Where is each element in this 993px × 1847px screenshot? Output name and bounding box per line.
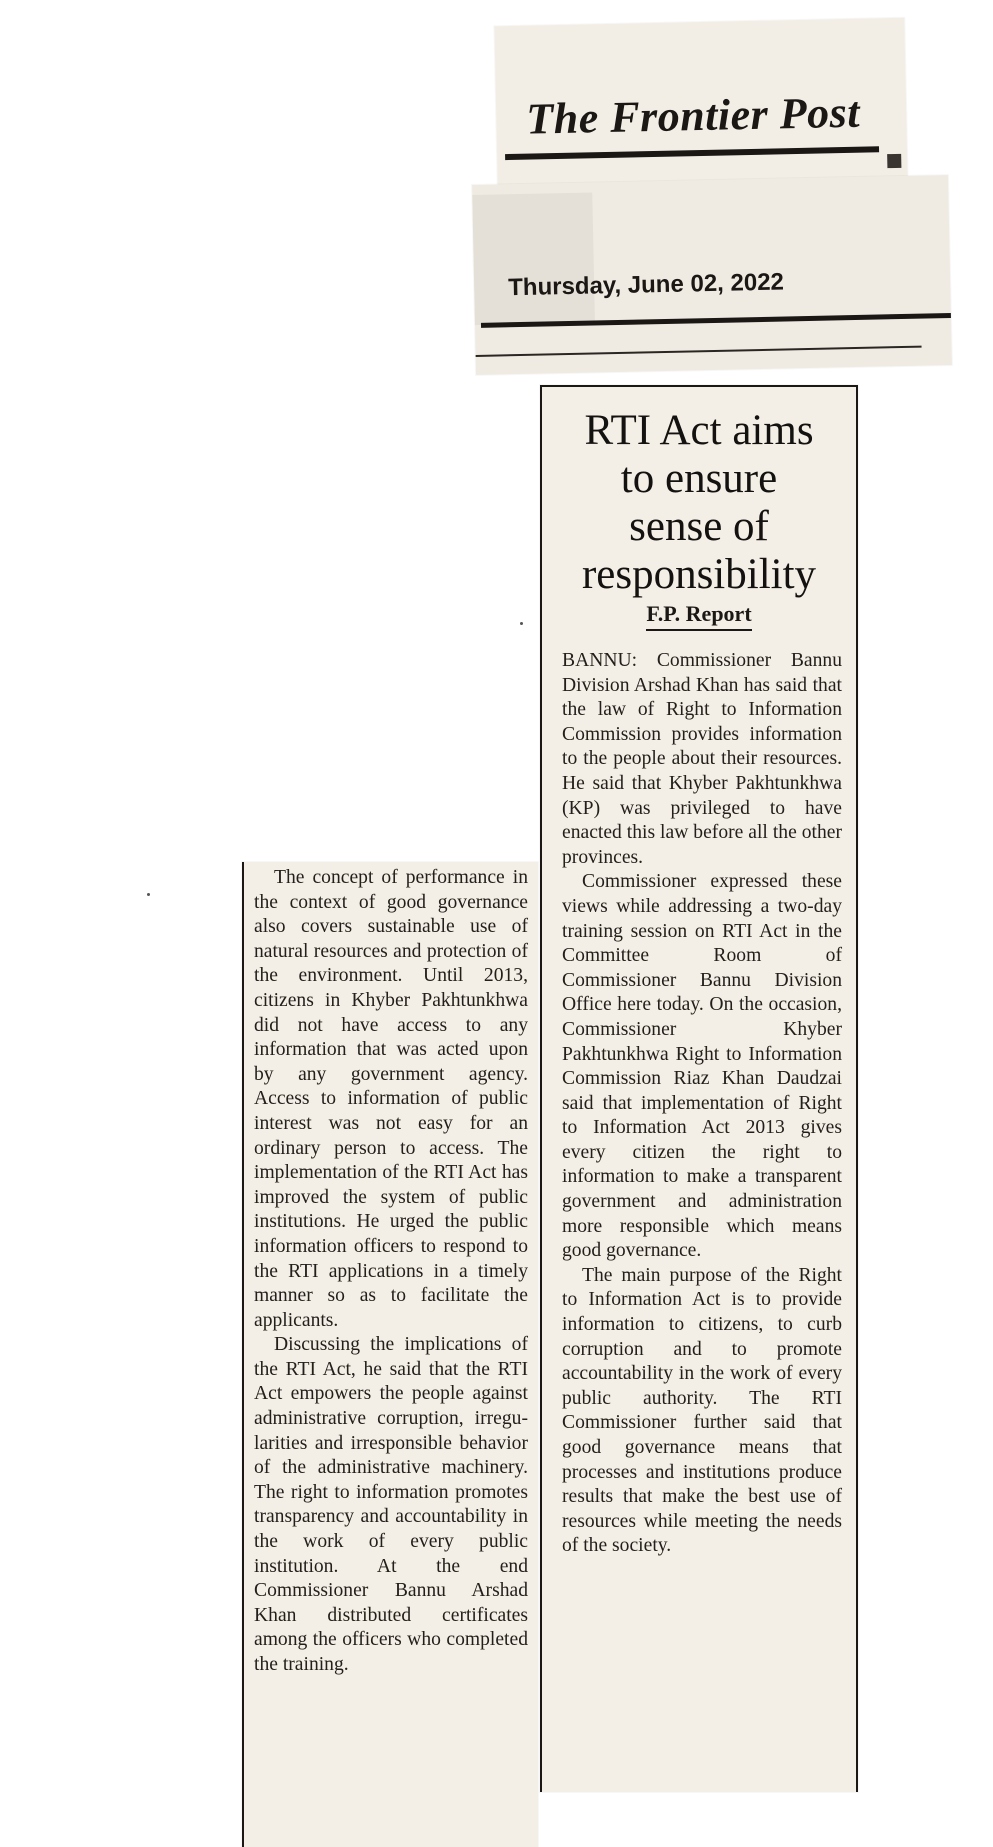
date-clipping bbox=[472, 175, 952, 375]
masthead-rule bbox=[505, 146, 879, 160]
paragraph: BANNU: Commissioner Bannu Division Arshad Khan has said that the law of Right to Information Commission provides information to the people about their resources. He said that Khyber Pakhtunkhwa (KP) was privileged to have enacted this law before all the other provinces. bbox=[562, 650, 842, 868]
headline-line: to ensure bbox=[620, 455, 778, 502]
paragraph: Discussing the implications of the RTI Act, he said that the RTI Act empowers the people against administrative corruption, irregularities and irresponsible behavior of the administrative machinery. The right to information promotes transparency and accountability in the work of every public institution. At the end Commissioner Bannu Arshad Khan distributed certificates among the officers who completed the training. bbox=[254, 1334, 528, 1675]
byline: F.P. Report bbox=[646, 601, 751, 631]
article-right-column bbox=[540, 385, 858, 1792]
date-shade bbox=[472, 192, 595, 324]
article-left-column bbox=[242, 862, 538, 1847]
scan-speck bbox=[147, 893, 150, 896]
publication-name: The Frontier Post bbox=[525, 87, 861, 144]
masthead-clipping bbox=[494, 18, 907, 187]
headline-line: responsibility bbox=[581, 551, 817, 598]
paragraph: Commissioner expressed these views while addressing a two-day training session on RTI Act in the Committee Room of Commissioner Bannu Division Office here today. On the occasion, Commissioner Khyber Pakhtunkhwa Right to Information Commission Riaz Khan Daudzai said that implementation of Right to Information Act 2013 gives every citizen the right to information to make a transparent government and administration more responsible which means good governance. bbox=[562, 871, 842, 1262]
scan-mark bbox=[887, 154, 901, 168]
paragraph: The main purpose of the Right to Information Act is to provide information to citizens, to curb corruption and to promote accountability in the work of every public authority. The RTI Commissioner further said that good governance means that processes and institutions produce results that make the best use of resources while meeting the needs of the society. bbox=[562, 1264, 842, 1557]
byline-wrap bbox=[542, 601, 856, 631]
right-column-body bbox=[542, 631, 856, 1559]
scan-speck bbox=[520, 622, 523, 625]
headline-line: sense of bbox=[629, 503, 769, 550]
paragraph: The concept of performance in the context of good governance also covers sustainable use of natural resources and protection of the environment. Until 2013, citizens in Khyber Pakhtunkhwa did not have access to any information that was acted upon by any government agency. Access to information of public interest was not easy for an ordinary person to access. The implementation of the RTI Act has improved the system of public institutions. He urged the public information officers to respond to the RTI applications in a timely manner so as to facilitate the applicants. bbox=[254, 867, 528, 1331]
headline-line: RTI Act aims bbox=[584, 407, 814, 454]
left-column-body bbox=[244, 862, 538, 1678]
publication-date: Thursday, June 02, 2022 bbox=[507, 268, 785, 302]
date-rule-bottom bbox=[476, 346, 922, 357]
headline bbox=[542, 407, 856, 599]
